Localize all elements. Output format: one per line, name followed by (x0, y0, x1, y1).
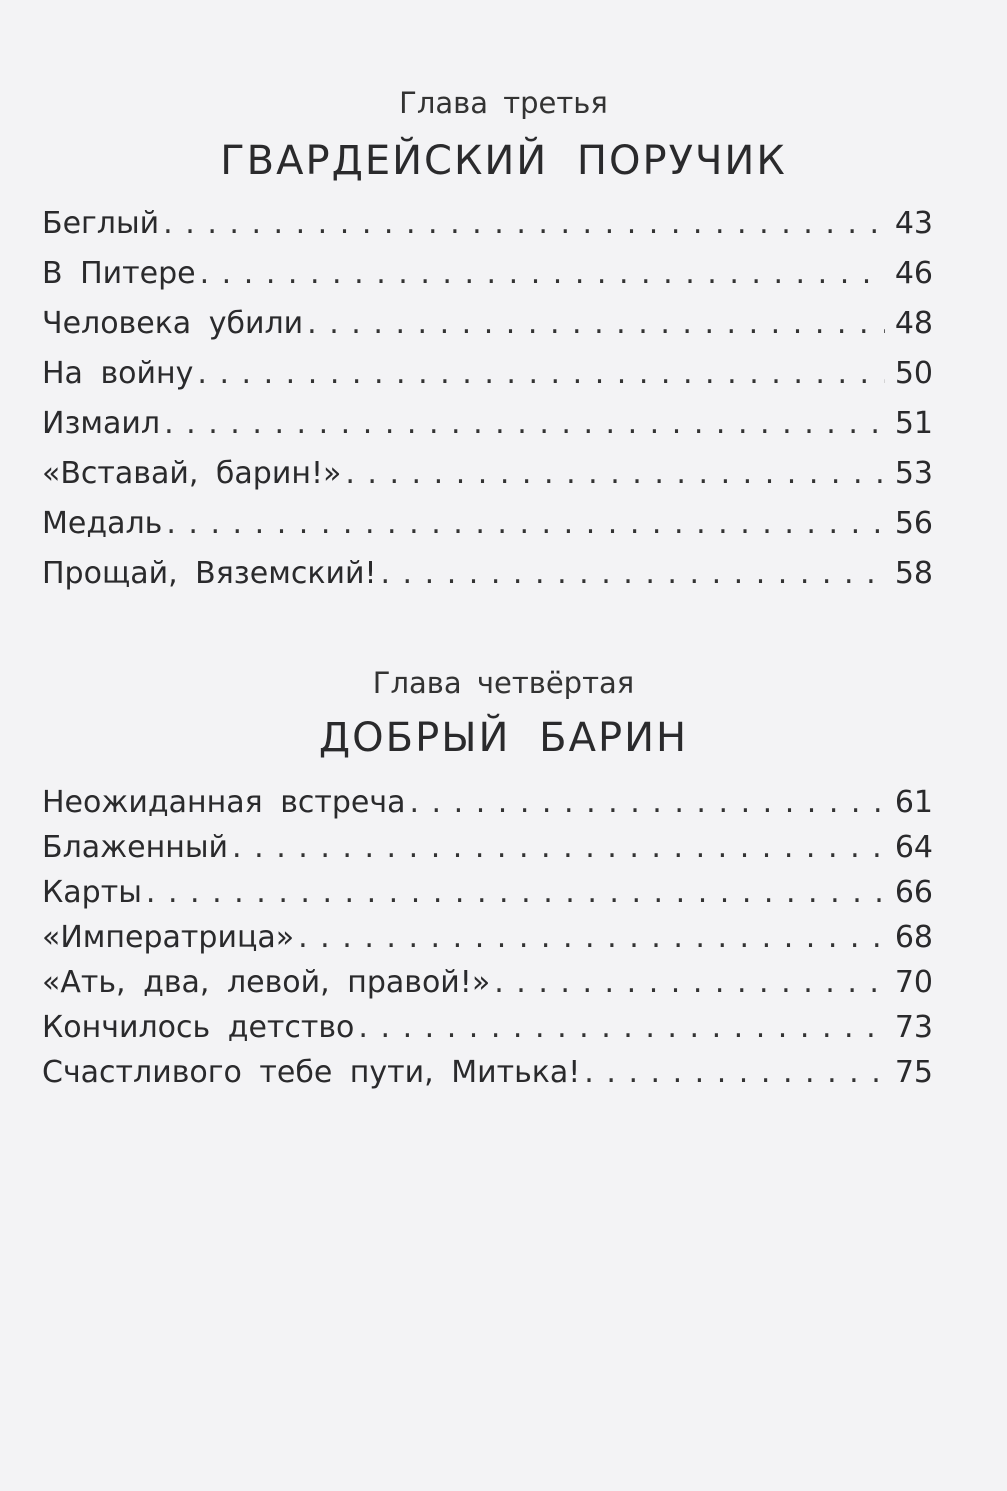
toc-entry-title: Медаль (42, 506, 163, 541)
chapter-title: ГВАРДЕЙСКИЙ ПОРУЧИК (220, 138, 787, 184)
toc-entry-title: «Вставай, барин!» (42, 456, 342, 491)
toc-entry-page: 61 (894, 785, 933, 820)
toc-entry[interactable] (42, 1010, 933, 1055)
toc-entry-page: 66 (894, 875, 933, 910)
toc-entry[interactable] (42, 256, 933, 306)
toc-list (42, 785, 933, 1100)
toc-entry-page: 70 (894, 965, 933, 1000)
toc-entry-title: «Ать, два, левой, правой!» (42, 965, 491, 1000)
dot-leader (409, 785, 885, 820)
dot-leader (146, 875, 885, 910)
toc-entry-title: Неожиданная встреча (42, 785, 406, 820)
toc-entry-page: 48 (894, 306, 933, 341)
toc-entry[interactable] (42, 920, 933, 965)
toc-entry-page: 56 (894, 506, 933, 541)
dot-leader (307, 306, 885, 341)
chapter-label: Глава третья (399, 86, 608, 120)
dot-leader (197, 356, 885, 391)
toc-entry-page: 68 (894, 920, 933, 955)
toc-entry[interactable] (42, 506, 933, 556)
toc-entry[interactable] (42, 406, 933, 456)
toc-entry-page: 43 (894, 206, 933, 241)
toc-entry-page: 50 (894, 356, 933, 391)
toc-entry-page: 75 (894, 1055, 933, 1090)
toc-list (42, 206, 933, 606)
toc-entry-title: Измаил (42, 406, 161, 441)
toc-entry-title: Кончилось детство (42, 1010, 355, 1045)
dot-leader (200, 256, 885, 291)
toc-entry[interactable] (42, 206, 933, 256)
dot-leader (584, 1055, 885, 1090)
toc-entry[interactable] (42, 965, 933, 1010)
toc-entry[interactable] (42, 356, 933, 406)
toc-entry[interactable] (42, 875, 933, 920)
toc-entry[interactable] (42, 1055, 933, 1100)
toc-entry-title: Карты (42, 875, 142, 910)
toc-entry-page: 46 (894, 256, 933, 291)
toc-entry[interactable] (42, 785, 933, 830)
toc-entry-page: 64 (894, 830, 933, 865)
dot-leader (166, 506, 885, 541)
toc-entry[interactable] (42, 306, 933, 356)
toc-entry-page: 51 (894, 406, 933, 441)
dot-leader (345, 456, 885, 491)
toc-entry-title: Человека убили (42, 306, 304, 341)
dot-leader (298, 920, 885, 955)
dot-leader (164, 406, 885, 441)
chapter-label: Глава четвёртая (372, 666, 635, 700)
toc-entry-title: «Императрица» (42, 920, 295, 955)
toc-entry-title: Беглый (42, 206, 160, 241)
chapter-title: ДОБРЫЙ БАРИН (318, 715, 689, 761)
toc-entry-page: 58 (894, 556, 933, 591)
toc-entry-title: В Питере (42, 256, 196, 291)
dot-leader (494, 965, 885, 1000)
toc-entry[interactable] (42, 830, 933, 875)
toc-entry-title: Блаженный (42, 830, 229, 865)
toc-entry-title: Прощай, Вяземский! (42, 556, 377, 591)
toc-entry-title: Счастливого тебе пути, Митька! (42, 1055, 581, 1090)
toc-entry[interactable] (42, 456, 933, 506)
toc-entry-title: На войну (42, 356, 194, 391)
toc-entry-page: 73 (894, 1010, 933, 1045)
dot-leader (163, 206, 885, 241)
dot-leader (380, 556, 885, 591)
dot-leader (232, 830, 885, 865)
toc-entry[interactable] (42, 556, 933, 606)
dot-leader (358, 1010, 885, 1045)
toc-entry-page: 53 (894, 456, 933, 491)
